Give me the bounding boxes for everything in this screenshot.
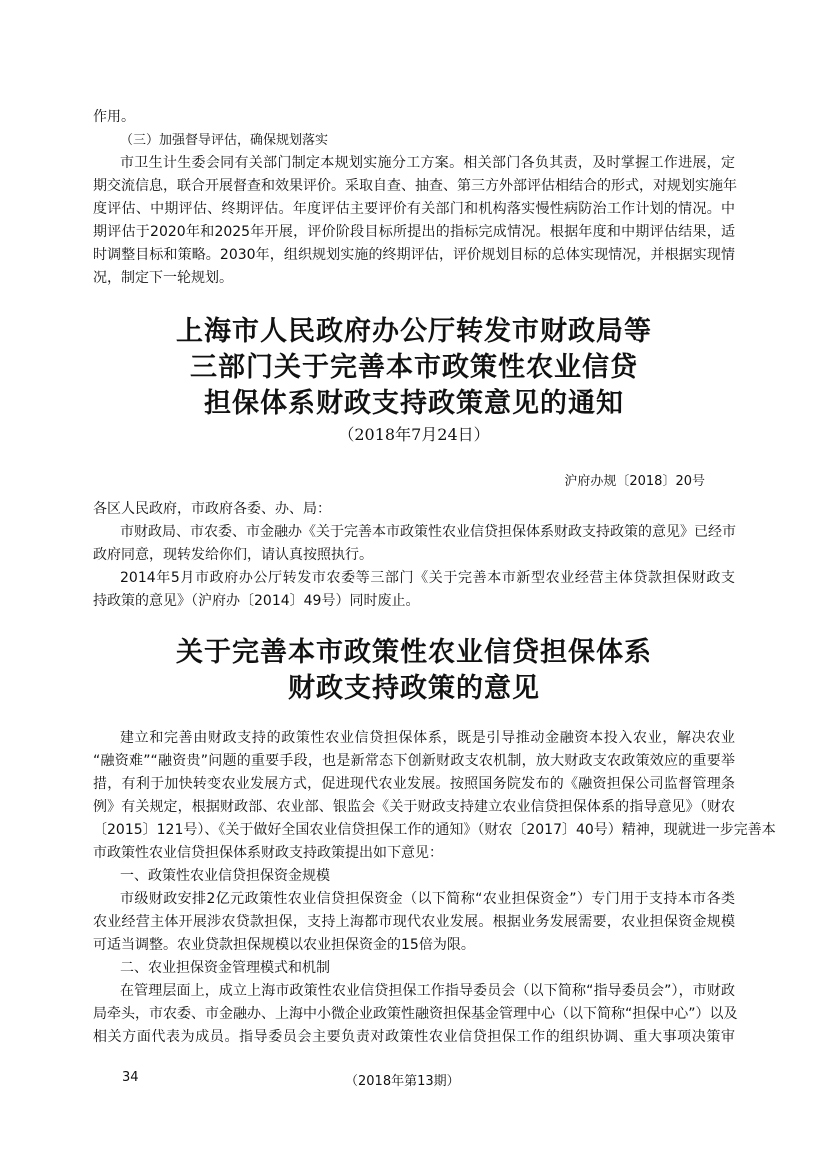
previous-section-tail: 作用。	[93, 109, 135, 125]
text-line: 市财政局、市农委、市金融办《关于完善本市政策性农业信贷担保体系财政支持政策的意见》已经市	[120, 524, 736, 540]
section-heading-supervision: （三）加强督导评估，确保规划落实	[120, 133, 329, 148]
notice-date: （2018年7月24日）	[338, 425, 490, 444]
section-1-heading: 一、政策性农业信贷担保资金规模	[120, 868, 330, 884]
text-line: 期评估于2020年和2025年开展，评价阶段目标所提出的指标完成情况。根据年度和中期评估结果，适	[93, 224, 735, 240]
opinion-intro	[93, 727, 776, 865]
notice-paragraph-2	[93, 567, 735, 613]
text-line: 建立和完善由财政支持的政策性农业信贷担保体系，既是引导推动金融资本投入农业，解决农业	[120, 730, 735, 746]
text-line: 局牵头，市农委、市金融办、上海中小微企业政策性融资担保基金管理中心（以下简称“担保中心”）以及	[93, 1006, 738, 1022]
section-1-paragraph	[93, 888, 735, 957]
salutation: 各区人民政府，市政府各委、办、局：	[93, 501, 331, 517]
text-line: 况，制定下一轮规划。	[93, 270, 233, 286]
text-line: 关于完善本市政策性农业信贷担保体系	[176, 637, 652, 668]
page-number: 34	[122, 1070, 139, 1085]
text-line: 〔2015〕121号）、《关于做好全国农业信贷担保工作的通知》（财农〔2017〕40号）精神，现就进一步完善本	[93, 822, 776, 838]
text-line: 农业经营主体开展涉农贷款担保，支持上海都市现代农业发展。根据业务发展需要，农业担保资金规模	[93, 914, 735, 930]
text-line: 市政策性农业信贷担保体系财政支持政策提出如下意见：	[93, 845, 443, 861]
text-line: “融资难”“融资贵”问题的重要手段，也是新常态下创新财政支农机制，放大财政支农政策效应的重要举	[93, 753, 735, 769]
text-line: 上海市人民政府办公厅转发市财政局等	[176, 316, 652, 347]
text-line: 持政策的意见》（沪府办〔2014〕49号）同时废止。	[93, 593, 420, 609]
notice-title	[93, 314, 735, 422]
text-line: 三部门关于完善本市政策性农业信贷	[190, 352, 638, 383]
text-line: 政府同意，现转发给你们，请认真按照执行。	[93, 547, 373, 563]
document-number: 沪府办规〔2018〕20号	[564, 474, 705, 489]
text-line: 例》有关规定，根据财政部、农业部、银监会《关于财政支持建立农业信贷担保体系的指导意见》（财农	[93, 799, 735, 815]
document-page	[93, 106, 776, 1049]
notice-paragraph-1	[93, 521, 735, 567]
text-line: 2014年5月市政府办公厅转发市农委等三部门《关于完善本市新型农业经营主体贷款担保财政支	[120, 570, 735, 586]
issue-label: （2018年第13期）	[345, 1074, 460, 1089]
text-line: 市卫生计生委会同有关部门制定本规划实施分工方案。相关部门各负其责，及时掌握工作进展，定	[120, 155, 735, 171]
text-line: 时调整目标和策略。2030年，组织规划实施的终期评估，评价规划目标的总体实现情况，并根据实现情	[93, 247, 735, 263]
text-line: 相关方面代表为成员。指导委员会主要负责对政策性农业信贷担保工作的组织协调、重大事项决策审	[93, 1029, 735, 1045]
section-2-paragraph	[93, 980, 738, 1049]
text-line: 可适当调整。农业贷款担保规模以农业担保资金的15倍为限。	[93, 937, 475, 953]
text-line: 担保体系财政支持政策意见的通知	[204, 388, 624, 419]
section-2-heading: 二、农业担保资金管理模式和机制	[120, 960, 330, 976]
text-line: 期交流信息，联合开展督查和效果评价。采取自查、抽查、第三方外部评估相结合的形式，对规划实施年	[93, 178, 737, 194]
text-line: 财政支持政策的意见	[288, 673, 540, 704]
text-line: 度评估、中期评估、终期评估。年度评估主要评价有关部门和机构落实慢性病防治工作计划的情况。中	[93, 201, 735, 217]
text-line: 措，有利于加快转变农业发展方式，促进现代农业发展。按照国务院发布的《融资担保公司监督管理条	[93, 776, 735, 792]
text-line: 市级财政安排2亿元政策性农业信贷担保资金（以下简称“农业担保资金”）专门用于支持本市各类	[120, 891, 735, 907]
previous-section-paragraph	[93, 152, 735, 290]
text-line: 在管理层面上，成立上海市政策性农业信贷担保工作指导委员会（以下简称“指导委员会”），市财政	[120, 983, 735, 999]
opinion-title	[93, 635, 735, 707]
